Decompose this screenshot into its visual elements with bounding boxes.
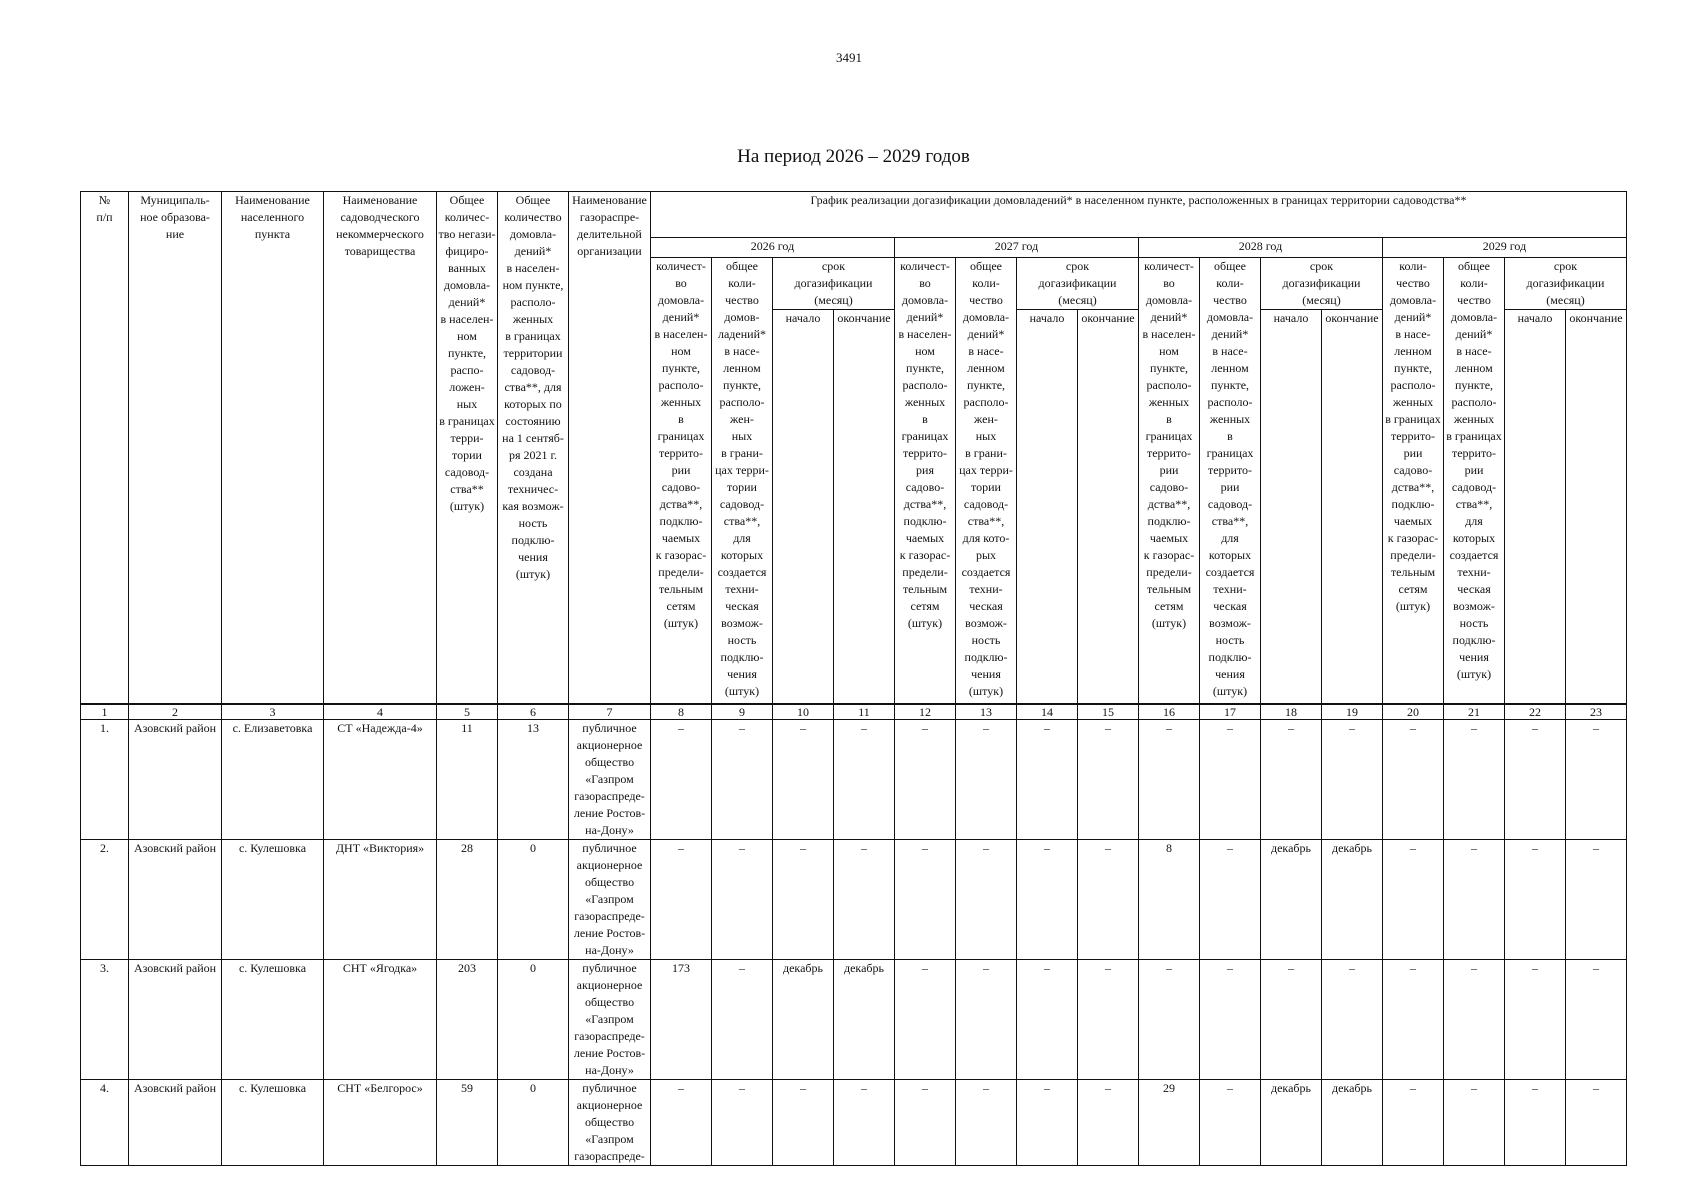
cell-y2027-count: – xyxy=(895,839,956,959)
cell-total-nongasified: 203 xyxy=(437,959,498,1079)
header-partnership: Наименование садоводческого некоммерческого товарищества xyxy=(324,192,437,704)
header-end: окончание xyxy=(1322,310,1383,704)
cell-y2028-count: – xyxy=(1139,719,1200,839)
header-count-capable: общее коли- чество домов- ладений* в насе- ленном пункте, располо- жен- ных в грани- цах терри- тории садовод- ства**, для которых создается техни- ческая возмож- ность подклю- чения (штук) xyxy=(712,258,773,704)
page-number: 3491 xyxy=(836,50,862,65)
cell-y2026-start: – xyxy=(773,1079,834,1165)
cell-y2028-start: декабрь xyxy=(1261,839,1322,959)
cell-y2029-capable: – xyxy=(1444,1079,1505,1165)
column-number: 10 xyxy=(773,704,834,720)
column-number: 20 xyxy=(1383,704,1444,720)
cell-y2028-end: – xyxy=(1322,959,1383,1079)
cell-total-capable: 0 xyxy=(498,839,569,959)
cell-y2028-count: 29 xyxy=(1139,1079,1200,1165)
cell-settlement: с. Кулешовка xyxy=(222,959,324,1079)
cell-y2027-count: – xyxy=(895,719,956,839)
cell-y2026-end: – xyxy=(834,839,895,959)
column-number: 13 xyxy=(956,704,1017,720)
cell-y2028-count: – xyxy=(1139,959,1200,1079)
cell-y2029-count: – xyxy=(1383,959,1444,1079)
column-number: 9 xyxy=(712,704,773,720)
column-number: 14 xyxy=(1017,704,1078,720)
column-number: 15 xyxy=(1078,704,1139,720)
table-row xyxy=(81,839,1627,959)
header-number: № п/п xyxy=(81,192,129,704)
cell-y2029-end: – xyxy=(1566,1079,1627,1165)
cell-y2027-capable: – xyxy=(956,1079,1017,1165)
cell-y2029-count: – xyxy=(1383,719,1444,839)
cell-y2028-count: 8 xyxy=(1139,839,1200,959)
cell-y2026-capable: – xyxy=(712,719,773,839)
column-number: 7 xyxy=(569,704,651,720)
column-number: 4 xyxy=(324,704,437,720)
cell-partnership: ДНТ «Виктория» xyxy=(324,839,437,959)
column-number: 3 xyxy=(222,704,324,720)
column-number: 18 xyxy=(1261,704,1322,720)
column-number: 12 xyxy=(895,704,956,720)
cell-y2027-start: – xyxy=(1017,839,1078,959)
header-total-capable: Общее количество домовла- дений* в населен- ном пункте, располо- женных в границах территории садовод- ства**, для которых по состоянию на 1 сентяб- ря 2021 г. создана техничес- кая возмож- ность подклю- чения (штук) xyxy=(498,192,569,704)
header-count-connected: количест- во домовла- дений* в населен- ном пункте, располо- женных в границах террито- рии садово- дства**, подклю- чаемых к газорас- предели- тельным сетям (штук) xyxy=(1139,258,1200,704)
cell-y2028-capable: – xyxy=(1200,719,1261,839)
header-end: окончание xyxy=(1566,310,1627,704)
column-number: 22 xyxy=(1505,704,1566,720)
cell-partnership: СНТ «Ягодка» xyxy=(324,959,437,1079)
table-row xyxy=(81,719,1627,839)
cell-y2029-start: – xyxy=(1505,1079,1566,1165)
cell-y2026-end: – xyxy=(834,1079,895,1165)
column-number: 1 xyxy=(81,704,129,720)
header-start: начало xyxy=(773,310,834,704)
column-number: 17 xyxy=(1200,704,1261,720)
cell-y2029-capable: – xyxy=(1444,719,1505,839)
cell-total-nongasified: 28 xyxy=(437,839,498,959)
cell-row-number: 2. xyxy=(81,839,129,959)
cell-total-capable: 0 xyxy=(498,959,569,1079)
cell-y2027-start: – xyxy=(1017,1079,1078,1165)
header-term: срок догазификации (месяц) xyxy=(1261,258,1383,310)
cell-y2029-capable: – xyxy=(1444,839,1505,959)
header-count-capable: общее коли- чество домовла- дений* в насе- ленном пункте, располо- жен- ных в грани- цах терри- тории садовод- ства**, для кото- рых создается техни- ческая возмож- ность подклю- чения (штук) xyxy=(956,258,1017,704)
cell-partnership: СНТ «Белгорос» xyxy=(324,1079,437,1165)
header-count-connected: количест- во домовла- дений* в населен- ном пункте, располо- женных в границах террито- рия садово- дства**, подклю- чаемых к газорас- предели- тельным сетям (штук) xyxy=(895,258,956,704)
cell-y2027-end: – xyxy=(1078,1079,1139,1165)
cell-y2026-count: – xyxy=(651,839,712,959)
cell-y2026-end: – xyxy=(834,719,895,839)
cell-y2026-count: 173 xyxy=(651,959,712,1079)
cell-row-number: 4. xyxy=(81,1079,129,1165)
cell-y2026-capable: – xyxy=(712,1079,773,1165)
cell-y2026-capable: – xyxy=(712,959,773,1079)
cell-row-number: 3. xyxy=(81,959,129,1079)
cell-y2027-count: – xyxy=(895,959,956,1079)
cell-municipality: Азовский район xyxy=(129,1079,222,1165)
cell-gas-org: публичное акционерное общество «Газпром газораспреде- ление Ростов- на-Дону» xyxy=(569,719,651,839)
header-count-capable: общее коли- чество домовла- дений* в насе- ленном пункте, располо- женных в границах террито- рии садовод- ства**, для которых создается техни- ческая возмож- ность подклю- чения (штук) xyxy=(1200,258,1261,704)
cell-y2028-start: – xyxy=(1261,959,1322,1079)
cell-y2029-start: – xyxy=(1505,719,1566,839)
cell-y2029-end: – xyxy=(1566,839,1627,959)
cell-y2028-end: декабрь xyxy=(1322,1079,1383,1165)
cell-total-capable: 0 xyxy=(498,1079,569,1165)
cell-y2029-start: – xyxy=(1505,959,1566,1079)
cell-municipality: Азовский район xyxy=(129,839,222,959)
cell-settlement: с. Кулешовка xyxy=(222,1079,324,1165)
cell-total-nongasified: 11 xyxy=(437,719,498,839)
cell-y2026-start: – xyxy=(773,839,834,959)
cell-y2027-count: – xyxy=(895,1079,956,1165)
column-number: 2 xyxy=(129,704,222,720)
cell-y2026-count: – xyxy=(651,1079,712,1165)
header-end: окончание xyxy=(834,310,895,704)
cell-y2027-end: – xyxy=(1078,959,1139,1079)
cell-y2028-end: декабрь xyxy=(1322,839,1383,959)
cell-y2028-capable: – xyxy=(1200,839,1261,959)
cell-y2026-end: декабрь xyxy=(834,959,895,1079)
cell-municipality: Азовский район xyxy=(129,959,222,1079)
header-count-connected: количест- во домовла- дений* в населен- ном пункте, располо- женных в границах террито- рии садово- дства**, подклю- чаемых к газорас- предели- тельным сетям (штук) xyxy=(651,258,712,704)
cell-gas-org: публичное акционерное общество «Газпром газораспреде- ление Ростов- на-Дону» xyxy=(569,959,651,1079)
header-year: 2029 год xyxy=(1383,238,1627,258)
header-gas-org: Наименование газораспре- делительной организации xyxy=(569,192,651,704)
header-count-capable: общее коли- чество домовла- дений* в насе- ленном пункте, располо- женных в границах террито- рии садовод- ства**, для которых создается техни- ческая возмож- ность подклю- чения (штук) xyxy=(1444,258,1505,704)
header-total-nongasified: Общее количес- тво негази- фициро- ванных домовла- дений* в населен- ном пункте, распо- ложен- ных в границах терри- тории садовод- ства** (штук) xyxy=(437,192,498,704)
cell-y2027-start: – xyxy=(1017,959,1078,1079)
cell-y2029-count: – xyxy=(1383,839,1444,959)
cell-y2029-end: – xyxy=(1566,719,1627,839)
cell-y2029-end: – xyxy=(1566,959,1627,1079)
gasification-schedule-table xyxy=(80,191,1627,1166)
table-body xyxy=(81,719,1627,1165)
cell-y2026-start: – xyxy=(773,719,834,839)
cell-y2028-start: – xyxy=(1261,719,1322,839)
cell-y2028-capable: – xyxy=(1200,959,1261,1079)
header-start: начало xyxy=(1017,310,1078,704)
cell-gas-org: публичное акционерное общество «Газпром газораспреде- xyxy=(569,1079,651,1165)
column-number: 11 xyxy=(834,704,895,720)
cell-y2027-end: – xyxy=(1078,719,1139,839)
period-title: На период 2026 – 2029 годов xyxy=(737,146,970,167)
cell-y2027-capable: – xyxy=(956,959,1017,1079)
header-count-connected: коли- чество домовла- дений* в насе- ленном пункте, располо- женных в границах террито- рии садово- дства**, подклю- чаемых к газорас- предели- тельным сетям (штук) xyxy=(1383,258,1444,704)
header-municipality: Муниципаль- ное образова- ние xyxy=(129,192,222,704)
column-number: 5 xyxy=(437,704,498,720)
cell-municipality: Азовский район xyxy=(129,719,222,839)
header-year: 2028 год xyxy=(1139,238,1383,258)
cell-total-nongasified: 59 xyxy=(437,1079,498,1165)
header-term: срок догазификации (месяц) xyxy=(1505,258,1627,310)
column-number: 21 xyxy=(1444,704,1505,720)
header-term: срок догазификации (месяц) xyxy=(773,258,895,310)
header-start: начало xyxy=(1505,310,1566,704)
cell-partnership: СТ «Надежда-4» xyxy=(324,719,437,839)
cell-y2028-start: декабрь xyxy=(1261,1079,1322,1165)
cell-y2028-capable: – xyxy=(1200,1079,1261,1165)
header-term: срок догазификации (месяц) xyxy=(1017,258,1139,310)
column-numbers-row xyxy=(81,704,1627,720)
cell-y2026-start: декабрь xyxy=(773,959,834,1079)
cell-y2028-end: – xyxy=(1322,719,1383,839)
cell-row-number: 1. xyxy=(81,719,129,839)
column-number: 6 xyxy=(498,704,569,720)
cell-y2029-capable: – xyxy=(1444,959,1505,1079)
table-row xyxy=(81,1079,1627,1165)
cell-y2029-count: – xyxy=(1383,1079,1444,1165)
column-number: 19 xyxy=(1322,704,1383,720)
cell-y2027-capable: – xyxy=(956,719,1017,839)
header-end: окончание xyxy=(1078,310,1139,704)
column-number: 16 xyxy=(1139,704,1200,720)
cell-gas-org: публичное акционерное общество «Газпром газораспреде- ление Ростов- на-Дону» xyxy=(569,839,651,959)
cell-y2029-start: – xyxy=(1505,839,1566,959)
column-number: 23 xyxy=(1566,704,1627,720)
column-number: 8 xyxy=(651,704,712,720)
cell-y2026-count: – xyxy=(651,719,712,839)
cell-y2027-capable: – xyxy=(956,839,1017,959)
header-year: 2026 год xyxy=(651,238,895,258)
header-year: 2027 год xyxy=(895,238,1139,258)
cell-y2026-capable: – xyxy=(712,839,773,959)
cell-y2027-start: – xyxy=(1017,719,1078,839)
header-start: начало xyxy=(1261,310,1322,704)
cell-settlement: с. Кулешовка xyxy=(222,839,324,959)
table-row xyxy=(81,959,1627,1079)
cell-settlement: с. Елизаветовка xyxy=(222,719,324,839)
cell-y2027-end: – xyxy=(1078,839,1139,959)
cell-total-capable: 13 xyxy=(498,719,569,839)
header-schedule: График реализации догазификации домовладений* в населенном пункте, расположенных в границах территории садоводства** xyxy=(651,192,1627,238)
header-settlement: Наименование населенного пункта xyxy=(222,192,324,704)
